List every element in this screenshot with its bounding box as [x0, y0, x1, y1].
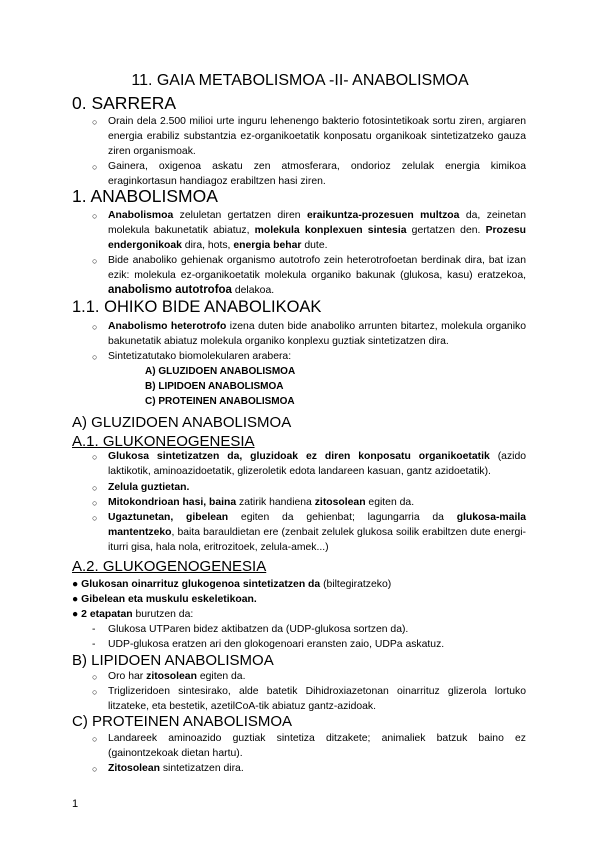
- subsection-heading-glukoneogenesia: A.1. GLUKONEOGENESIA: [72, 433, 255, 450]
- bullet-circle-icon: ○: [92, 256, 98, 266]
- paragraph: UDP-glukosa eratzen ari den glokogenoari eransten zaio, UDPa askatuz.: [108, 639, 445, 650]
- section-heading-gluzidoak: A) GLUZIDOEN ANABOLISMOA: [72, 414, 292, 431]
- paragraph: Gainera, oxigenoa askatu zen atmosferara, ondorioz zelulak energia kimikoa eraginkortasun handiagoz erabiltzen hasi ziren.: [108, 161, 526, 187]
- paragraph: Zelula guztietan.: [108, 482, 190, 493]
- paragraph: Glukosa sintetizatzen da, gluzidoak ez diren konposatu organikoetatik (azido laktikotik, aminoazidoetatik, glizeroletik edota landareen kasuan, gantz azidoetatik).: [108, 451, 527, 477]
- bullet-circle-icon: ○: [92, 672, 98, 682]
- paragraph: Glukosa UTParen bidez aktibatzen da (UDP-glukosa sortzen da).: [108, 624, 409, 635]
- bullet-circle-icon: ○: [92, 211, 98, 221]
- bullet-circle-icon: ○: [92, 162, 98, 172]
- paragraph: Bide anaboliko gehienak organismo autotrofo zein heterotrofoetan berdinak dira, bat izan ezik: molekula ez-organikoetatik molekula organiko bakunak (glukosa, kasu) eratzekoa, anabolismo autotrofoa delakoa.: [108, 255, 526, 296]
- section-heading-anabolismoa: 1. ANABOLISMOA: [72, 186, 218, 206]
- paragraph: Triglizeridoen sintesirako, alde batetik Dihidroxiazetonan oinarrituz glizerola lortuko litzateke, eta bestetik, azetilCoA-tik abiatuz gantz-azidoak.: [108, 686, 526, 712]
- page-number: 1: [72, 798, 79, 810]
- paragraph: Anabolismoa zeluletan gertatzen diren eraikuntza-prozesuen multzoa da, zeinetan molekula bakunetatik abiatuz, molekula konplexuen sintesia gertatzen den. Prozesu endergonikoak dira, hots, energia behar dute.: [108, 210, 526, 251]
- paragraph: ● Gibelean eta muskulu eskeletikoan.: [72, 594, 257, 605]
- bullet-circle-icon: ○: [92, 352, 98, 362]
- list-item: A) GLUZIDOEN ANABOLISMOA: [145, 366, 296, 377]
- bullet-dot-icon: ●: [72, 609, 79, 620]
- paragraph: Anabolismo heterotrofo izena duten bide anaboliko arrunten bitartez, molekula organiko bakunetatik abiatuz molekula organiko konplexu guztiak sintetizatzen dira.: [108, 321, 526, 347]
- section-heading-lipidoak: B) LIPIDOEN ANABOLISMOA: [72, 652, 274, 669]
- bullet-circle-icon: ○: [92, 498, 98, 508]
- bullet-dot-icon: ●: [72, 594, 79, 605]
- bullet-circle-icon: ○: [92, 322, 98, 332]
- section-heading-proteinak: C) PROTEINEN ANABOLISMOA: [72, 713, 293, 730]
- list-item: C) PROTEINEN ANABOLISMOA: [145, 396, 295, 407]
- bullet-circle-icon: ○: [92, 687, 98, 697]
- bullet-circle-icon: ○: [92, 452, 98, 462]
- subsection-heading-ohiko-bide: 1.1. OHIKO BIDE ANABOLIKOAK: [72, 298, 322, 316]
- document-title: 11. GAIA METABOLISMOA -II- ANABOLISMOA: [131, 72, 469, 89]
- bullet-circle-icon: ○: [92, 513, 98, 523]
- paragraph: Orain dela 2.500 milioi urte inguru lehenengo bakterio fotosintetikoak sortu ziren, argiaren energia erabiliz substantzia ez-organikoetatik konposatu organikoak sintetizatzeko gauza ziren organismoak.: [108, 116, 526, 157]
- paragraph: ● 2 etapatan burutzen da:: [72, 609, 194, 620]
- bullet-circle-icon: ○: [92, 764, 98, 774]
- subsection-heading-glukogenogenesia: A.2. GLUKOGENOGENESIA: [72, 558, 267, 575]
- paragraph: Sintetizatutako biomolekularen arabera:: [108, 351, 292, 362]
- dash-icon: -: [92, 624, 96, 635]
- paragraph: Landareek aminoazido guztiak sintetiza ditzakete; animaliek batzuk baino ez (gainontzekoak dietan hartu).: [108, 733, 526, 759]
- list-item: B) LIPIDOEN ANABOLISMOA: [145, 381, 284, 392]
- bullet-circle-icon: ○: [92, 734, 98, 744]
- bullet-circle-icon: ○: [92, 117, 98, 127]
- dash-icon: -: [92, 639, 96, 650]
- bullet-circle-icon: ○: [92, 483, 98, 493]
- section-heading-sarrera: 0. SARRERA: [72, 93, 177, 113]
- paragraph: ● Glukosan oinarrituz glukogenoa sintetizatzen da (biltegiratzeko): [72, 579, 392, 590]
- bullet-dot-icon: ●: [72, 579, 79, 590]
- paragraph: Ugaztunetan, gibelean egiten da gehienbat; lagungarria da glukosa-maila mantentzeko, baita barauldietan ere (zenbait zelulek glukosa soilik erabiltzen dute energi-iturri gisa, hala nola, eritrozitoek, zelula-amek...): [108, 512, 526, 553]
- paragraph: Mitokondrioan hasi, baina zatirik handiena zitosolean egiten da.: [108, 497, 415, 508]
- paragraph: Oro har zitosolean egiten da.: [108, 671, 246, 682]
- paragraph: Zitosolean sintetizatzen dira.: [108, 763, 244, 774]
